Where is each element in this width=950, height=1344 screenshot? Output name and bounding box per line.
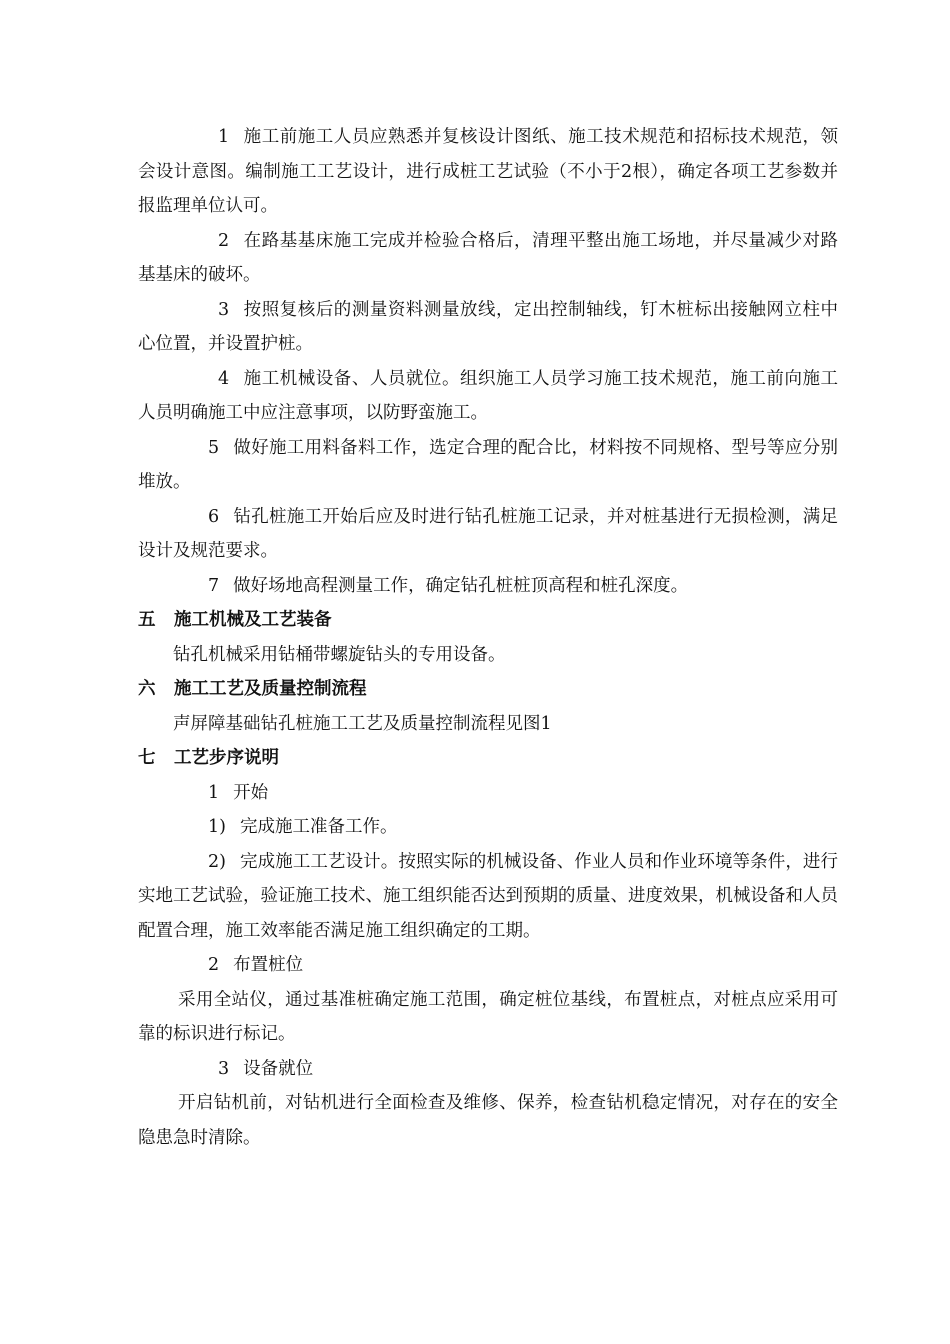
step-1-item-b bbox=[138, 845, 838, 949]
paragraph-number: 2 bbox=[218, 230, 230, 251]
step-title: 开始 bbox=[233, 782, 269, 803]
item-text: 完成施工工艺设计。按照实际的机械设备、作业人员和作业环境等条件，进行实地工艺试验，验证施工技术、施工组织能否达到预期的质量、进度效果，机械设备和人员配置合理，施工效率能否满足施工组织确定的工期。 bbox=[138, 851, 838, 941]
paragraph-4 bbox=[138, 362, 838, 431]
section-number: 七 bbox=[138, 748, 156, 768]
step-2-body: 采用全站仪，通过基准桩确定施工范围，确定桩位基线，布置桩点，对桩点应采用可靠的标识进行标记。 bbox=[138, 989, 838, 1044]
paragraph-text: 施工机械设备、人员就位。组织施工人员学习施工技术规范，施工前向施工人员明确施工中应注意事项，以防野蛮施工。 bbox=[138, 368, 838, 423]
step-2-heading bbox=[138, 948, 838, 983]
step-1-heading bbox=[138, 776, 838, 811]
paragraph-3 bbox=[138, 293, 838, 362]
section-number: 五 bbox=[138, 610, 156, 630]
item-number: 2) bbox=[208, 851, 226, 872]
paragraph-number: 3 bbox=[218, 299, 230, 320]
paragraph-number: 7 bbox=[208, 575, 220, 596]
section-heading-6 bbox=[138, 672, 838, 707]
section-title: 施工工艺及质量控制流程 bbox=[174, 679, 367, 699]
paragraph-7 bbox=[138, 569, 838, 604]
item-text: 完成施工准备工作。 bbox=[239, 817, 398, 837]
paragraph-text: 施工前施工人员应熟悉并复核设计图纸、施工技术规范和招标技术规范，领会设计意图。编制施工工艺设计，进行成桩工艺试验（不小于2根），确定各项工艺参数并报监理单位认可。 bbox=[138, 127, 838, 216]
step-number: 3 bbox=[218, 1058, 230, 1079]
step-title: 设备就位 bbox=[243, 1058, 314, 1079]
section-title: 施工机械及工艺装备 bbox=[174, 610, 332, 630]
paragraph-1 bbox=[138, 120, 838, 224]
section-heading-7 bbox=[138, 741, 838, 776]
paragraph-number: 5 bbox=[208, 437, 220, 458]
paragraph-text: 在路基基床施工完成并检验合格后，清理平整出施工场地，并尽量减少对路基基床的破坏。 bbox=[138, 230, 838, 285]
paragraph-2 bbox=[138, 224, 838, 293]
section-heading-5 bbox=[138, 603, 838, 638]
step-3-heading bbox=[138, 1052, 838, 1087]
step-number: 1 bbox=[208, 782, 220, 803]
paragraph-6 bbox=[138, 500, 838, 569]
section-6-body: 声屏障基础钻孔桩施工工艺及质量控制流程见图1 bbox=[173, 713, 552, 734]
paragraph-text: 做好场地高程测量工作，确定钻孔桩桩顶高程和桩孔深度。 bbox=[233, 575, 689, 596]
paragraph-text: 按照复核后的测量资料测量放线，定出控制轴线，钉木桩标出接触网立柱中心位置，并设置护桩。 bbox=[138, 299, 838, 354]
paragraph-text: 做好施工用料备料工作，选定合理的配合比，材料按不同规格、型号等应分别堆放。 bbox=[138, 437, 838, 492]
item-number: 1) bbox=[208, 817, 226, 837]
section-number: 六 bbox=[138, 679, 156, 699]
section-5-body: 钻孔机械采用钻桶带螺旋钻头的专用设备。 bbox=[173, 644, 506, 665]
paragraph-number: 6 bbox=[208, 506, 220, 527]
step-number: 2 bbox=[208, 955, 220, 975]
paragraph-number: 1 bbox=[218, 127, 230, 147]
step-3-body: 开启钻机前，对钻机进行全面检查及维修、保养，检查钻机稳定情况，对存在的安全隐患急时清除。 bbox=[138, 1093, 838, 1148]
document-body bbox=[138, 120, 838, 1155]
step-1-item-a bbox=[138, 810, 838, 845]
section-title: 工艺步序说明 bbox=[174, 748, 279, 768]
paragraph-text: 钻孔桩施工开始后应及时进行钻孔桩施工记录，并对桩基进行无损检测，满足设计及规范要求。 bbox=[138, 506, 838, 561]
step-title: 布置桩位 bbox=[233, 955, 304, 975]
paragraph-number: 4 bbox=[218, 368, 230, 389]
paragraph-5 bbox=[138, 431, 838, 500]
